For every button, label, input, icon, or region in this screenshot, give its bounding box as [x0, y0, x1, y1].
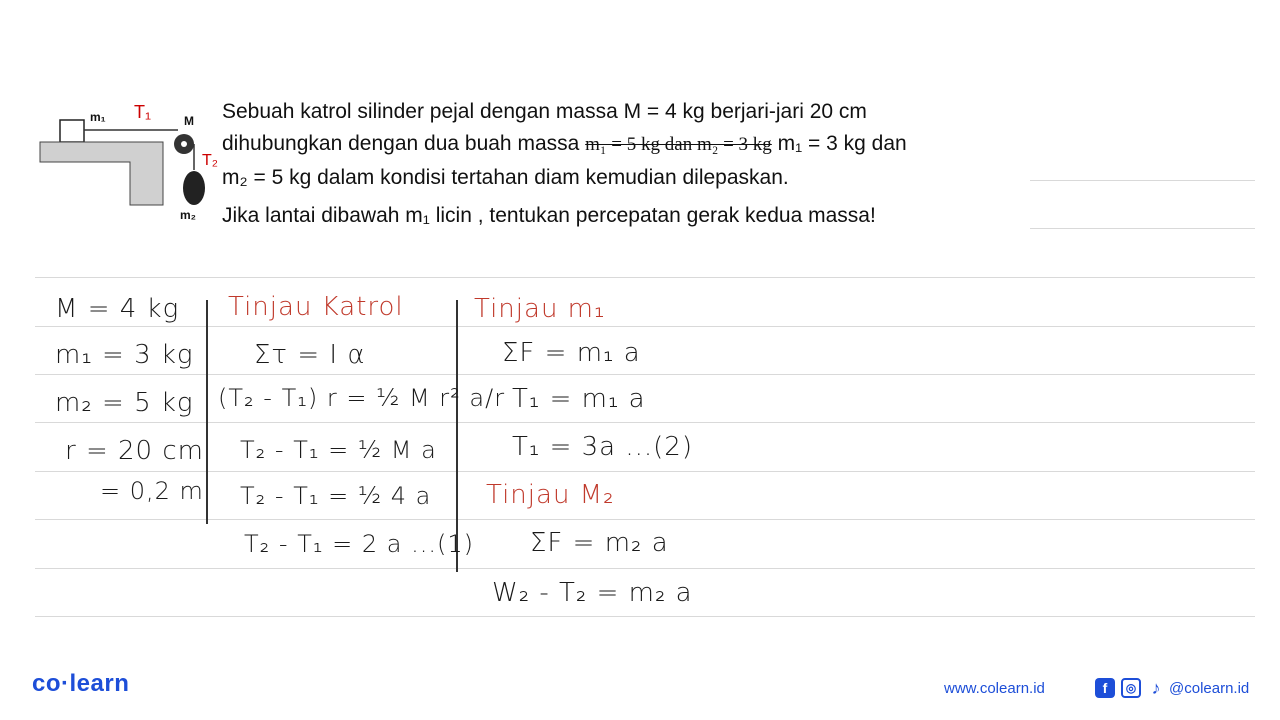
colearn-logo: [32, 670, 129, 698]
pulley-eq-2: (T₂ - T₁) r = ½ M r² a/r: [218, 384, 506, 412]
ruled-line: [35, 568, 1255, 569]
problem-line-2-text: dihubungkan dengan dua buah massa: [222, 132, 586, 155]
pulley-heading: Tinjau Katrol: [228, 292, 404, 322]
m1-eq-1: ΣF = m₁ a: [502, 338, 641, 368]
ruled-line: [35, 422, 1255, 423]
ruled-line: [1030, 228, 1255, 229]
struck-out-text: m₁ = 5 kg dan m₂ = 3 kg: [585, 134, 772, 155]
given-M: M = 4 kg: [55, 294, 180, 324]
facebook-icon[interactable]: f: [1095, 678, 1115, 698]
pulley-eq-1: Στ = I α: [254, 340, 366, 370]
logo-learn: learn: [69, 670, 130, 697]
social-handle: @colearn.id: [1169, 680, 1250, 697]
m2-eq-2: W₂ - T₂ = m₂ a: [492, 578, 693, 608]
given-m1: m₁ = 3 kg: [55, 340, 194, 370]
ruled-line: [35, 326, 1255, 327]
pulley-eq-3: T₂ - T₁ = ½ M a: [240, 436, 437, 464]
m1-heading: Tinjau m₁: [474, 294, 606, 324]
website-link[interactable]: www.colearn.id: [944, 680, 1045, 697]
problem-line-1: Sebuah katrol silinder pejal dengan massa M = 4 kg berjari-jari 20 cm: [222, 100, 867, 123]
ruled-line: [1030, 180, 1255, 181]
ruled-line: [35, 471, 1255, 472]
given-m2: m₂ = 5 kg: [55, 388, 194, 418]
label-m1: m₁: [90, 110, 106, 124]
m1-eq-3: T₁ = 3a ...(2): [512, 432, 693, 462]
pulley-eq-4: T₂ - T₁ = ½ 4 a: [240, 482, 432, 510]
logo-dot: ·: [61, 670, 70, 697]
instagram-icon[interactable]: ◎: [1121, 678, 1141, 698]
problem-line-3: m₂ = 5 kg dalam kondisi tertahan diam kemudian dilepaskan.: [222, 166, 789, 189]
ruled-line: [35, 519, 1255, 520]
label-T2: T₂: [202, 152, 218, 169]
problem-line-2: [222, 132, 907, 156]
pulley-eq-5: T₂ - T₁ = 2 a ...(1): [244, 530, 474, 558]
label-M: M: [184, 114, 194, 128]
ruled-line: [35, 616, 1255, 617]
logo-co: co: [32, 670, 62, 697]
m2-eq-1: ΣF = m₂ a: [530, 528, 669, 558]
ruled-line: [35, 374, 1255, 375]
label-T1: T₁: [134, 102, 152, 122]
label-m2: m₂: [180, 208, 197, 222]
column-divider: [206, 300, 208, 524]
problem-line-4: Jika lantai dibawah m₁ licin , tentukan percepatan gerak kedua massa!: [222, 204, 876, 227]
given-r-meters: = 0,2 m: [100, 477, 204, 505]
m2-heading: Tinjau M₂: [486, 480, 615, 510]
problem-line-2-correction: m₁ = 3 kg dan: [771, 132, 907, 155]
pulley-diagram: [38, 100, 218, 225]
ruled-line: [35, 277, 1255, 278]
tiktok-icon[interactable]: ♪: [1146, 678, 1166, 698]
given-r: r = 20 cm: [65, 436, 204, 466]
m1-eq-2: T₁ = m₁ a: [512, 384, 646, 414]
